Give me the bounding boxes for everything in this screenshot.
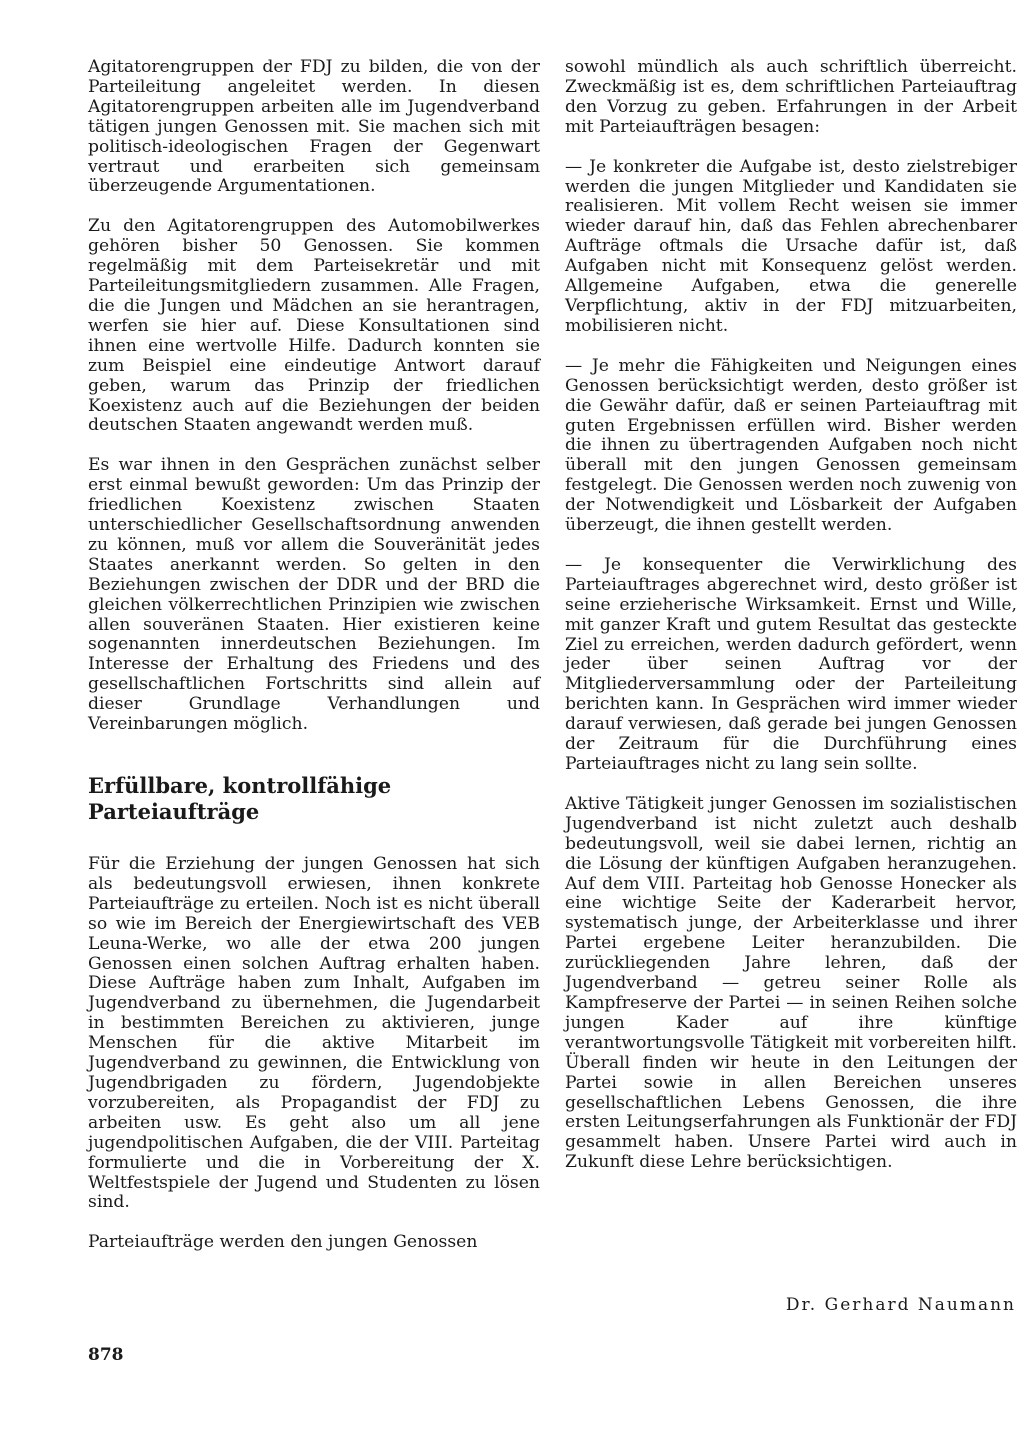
- paragraph: Es war ihnen in den Gesprächen zunächst selber erst einmal bewußt geworden: Um das Prinzip der friedlichen Koexistenz zwischen Staaten unterschiedlicher Gesellschaftsordnung anwenden zu können, muß vor allem die Souveränität jedes Staates anerkannt werden. So gelten in den Beziehungen zwischen der DDR und der BRD die gleichen völkerrechtlichen Prinzipien wie zwischen allen souveränen Staaten. Hier existieren keine sogenannten innerdeutschen Beziehungen. Im Interesse der Erhaltung des Friedens und des gesellschaftlichen Fortschritts sind allein auf dieser Grundlage Verhandlungen und Vereinbarungen möglich.: [88, 455, 540, 735]
- paragraph: — Je konkreter die Aufgabe ist, desto zielstrebiger werden die jungen Mitglieder und Kandidaten sie realisieren. Mit vollem Recht weisen sie immer wieder darauf hin, daß das Fehlen abrechenbarer Aufträge oftmals die Ursache dafür ist, daß Aufgaben nicht mit Konsequenz gelöst werden. Allgemeine Aufgaben, etwa die generelle Verpflichtung, aktiv in der FDJ mitzuarbeiten, mobilisieren nicht.: [565, 156, 1017, 336]
- paragraph: Parteiaufträge werden den jungen Genossen: [88, 1232, 478, 1253]
- author-signature: Dr. Gerhard Naumann: [785, 1295, 1016, 1315]
- paragraph: Agitatorengruppen der FDJ zu bilden, die von der Parteileitung angeleitet werden. In diesen Agitatorengruppen arbeiten alle im Jugendverband tätigen jungen Genossen mit. Sie machen sich mit politisch-ideologischen Fragen der Gegenwart vertraut und erarbeiten sich gemeinsam überzeugende Argumentationen.: [88, 57, 540, 197]
- page-number: 878: [88, 1345, 124, 1365]
- left-column: [88, 58, 540, 1253]
- section-heading: Erfüllbare, kontrollfähige Parteiaufträge: [88, 773, 392, 824]
- paragraph: Für die Erziehung der jungen Genossen hat sich als bedeutungsvoll erwiesen, ihnen konkrete Parteiaufträge zu erteilen. Noch ist es nicht überall so wie im Bereich der Energiewirtschaft des VEB Leuna-Werke, wo alle der etwa 200 jungen Genossen einen solchen Auftrag erhalten haben. Diese Aufträge haben zum Inhalt, Aufgaben im Jugendverband zu übernehmen, die Jugendarbeit in bestimmten Bereichen zu aktivieren, junge Menschen für die aktive Mitarbeit im Jugendverband zu gewinnen, die Entwicklung von Jugendbrigaden zu fördern, Jugendobjekte vorzubereiten, als Propagandist der FDJ zu arbeiten usw. Es geht also um all jene jugendpolitischen Aufgaben, die der VIII. Parteitag formulierte und die in Vorbereitung der X. Weltfestspiele der Jugend und Studenten zu lösen sind.: [88, 854, 540, 1213]
- paragraph: sowohl mündlich als auch schriftlich überreicht. Zweckmäßig ist es, dem schriftlichen Parteiauftrag den Vorzug zu geben. Erfahrungen in der Arbeit mit Parteiaufträgen besagen:: [565, 57, 1017, 137]
- paragraph: Aktive Tätigkeit junger Genossen im sozialistischen Jugendverband ist nicht zuletzt auch deshalb bedeutungsvoll, weil sie dabei lernen, richtig an die Lösung der künftigen Aufgaben heranzugehen. Auf dem VIII. Parteitag hob Genosse Honecker als eine wichtige Seite der Kaderarbeit hervor, systematisch junge, der Arbeiterklasse und ihrer Partei ergebene Leiter heranzubilden. Die zurückliegenden Jahre lehren, daß der Jugendverband — getreu seiner Rolle als Kampfreserve der Partei — in seinen Reihen solche jungen Kader auf ihre künftige verantwortungsvolle Tätigkeit mit vorbereiten hilft. Überall finden wir heute in den Leitungen der Partei sowie in allen Bereichen unseres gesellschaftlichen Lebens Genossen, die ihre ersten Leitungserfahrungen als Funktionär der FDJ gesammelt haben. Unsere Partei wird auch in Zukunft diese Lehre berücksichtigen.: [565, 793, 1017, 1173]
- right-column: [565, 58, 1017, 1173]
- paragraph: Zu den Agitatorengruppen des Automobilwerkes gehören bisher 50 Genossen. Sie kommen regelmäßig mit dem Parteisekretär und mit Parteileitungsmitgliedern zusammen. Alle Fragen, die die Jungen und Mädchen an sie herantragen, werfen sie hier auf. Diese Konsultationen sind ihnen eine wertvolle Hilfe. Dadurch konnten sie zum Beispiel eine eindeutige Antwort darauf geben, warum das Prinzip der friedlichen Koexistenz auch auf die Beziehungen der beiden deutschen Staaten angewandt werden muß.: [88, 216, 540, 436]
- paragraph: — Je mehr die Fähigkeiten und Neigungen eines Genossen berücksichtigt werden, desto größer ist die Gewähr dafür, daß er seinen Parteiauftrag mit guten Ergebnissen erfüllen wird. Bisher werden die ihnen zu übertragenden Aufgaben noch nicht überall mit den jungen Genossen gemeinsam festgelegt. Die Genossen werden noch zuwenig von der Notwendigkeit und Lösbarkeit der Aufgaben überzeugt, die ihnen gestellt werden.: [565, 355, 1017, 536]
- paragraph: — Je konsequenter die Verwirklichung des Parteiauftrages abgerechnet wird, desto größer ist seine erzieherische Wirksamkeit. Ernst und Wille, mit ganzer Kraft und gutem Resultat das gesteckte Ziel zu erreichen, werden dadurch gefördert, wenn jeder über seinen Auftrag vor der Mitgliederversammlung oder der Parteileitung berichten kann. In Gesprächen wird immer wieder darauf verwiesen, daß gerade bei jungen Genossen der Zeitraum für die Durchführung eines Parteiauftrages nicht zu lang sein sollte.: [565, 554, 1017, 774]
